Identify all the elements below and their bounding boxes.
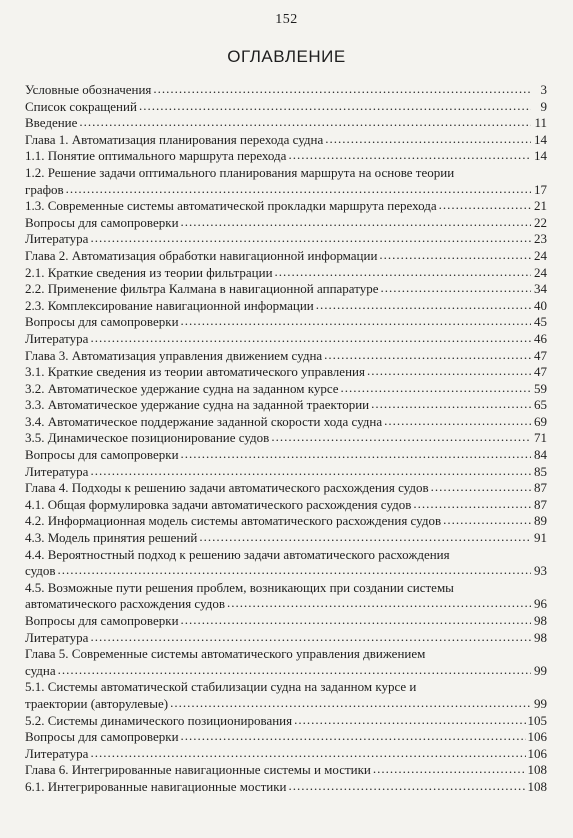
dot-leader (271, 429, 531, 446)
toc-entry-page: 85 (534, 463, 547, 479)
toc-entry-title: Вопросы для самопроверки (25, 214, 179, 230)
toc-entry-title: 3.5. Динамическое позиционирование судов (25, 430, 270, 446)
toc-entry-page: 84 (534, 447, 547, 463)
toc-entry-title: 1.1. Понятие оптимального маршрута перехода (25, 148, 287, 164)
dot-leader (181, 728, 526, 745)
toc-entry-title: 3.3. Автоматическое удержание судна на заданной траектории (25, 397, 370, 413)
toc-entry-page: 106 (527, 745, 547, 761)
dot-leader (288, 147, 531, 164)
toc-entry (25, 314, 547, 331)
dot-leader (90, 463, 531, 480)
toc-entry-page: 14 (534, 148, 547, 164)
toc-entry-page: 17 (534, 181, 547, 197)
toc-entry-page: 93 (534, 563, 547, 579)
toc-entry-title: Литература (25, 745, 89, 761)
toc-entry-title: траектории (авторулевые) (25, 695, 169, 711)
dot-leader (153, 81, 531, 98)
toc-entry (25, 414, 547, 431)
toc-entry-page: 105 (527, 712, 547, 728)
toc-entry-page: 14 (534, 131, 547, 147)
toc-entry-page: 45 (534, 314, 547, 330)
toc-entry (25, 115, 547, 132)
toc-entry-page: 106 (527, 729, 547, 745)
dot-leader (227, 595, 531, 612)
toc-entry-title: Литература (25, 629, 89, 645)
toc-entry (25, 148, 547, 165)
dot-leader (316, 297, 531, 314)
dot-leader (379, 247, 531, 264)
toc-entry-page: 23 (534, 231, 547, 247)
toc-entry-title: 2.2. Применение фильтра Калмана в навигационной аппаратуре (25, 281, 379, 297)
toc-entry-title: Глава 6. Интегрированные навигационные системы и мостики (25, 762, 371, 778)
toc-entry (25, 99, 547, 116)
toc-entry (25, 746, 547, 763)
toc-entry-title: Вопросы для самопроверки (25, 729, 179, 745)
toc-entry-page: 99 (534, 662, 547, 678)
dot-leader (443, 512, 531, 529)
toc-entry (25, 464, 547, 481)
dot-leader (66, 181, 531, 198)
toc-entry-page: 89 (534, 513, 547, 529)
toc-entry-title-line: Глава 5. Современные системы автоматического управления движением (25, 646, 426, 662)
toc-entry-page: 71 (534, 430, 547, 446)
toc-entry-page: 24 (534, 264, 547, 280)
toc-entry-title: судов (25, 563, 56, 579)
dot-leader (367, 363, 531, 380)
dot-leader (324, 347, 531, 364)
toc-entry-page: 87 (534, 496, 547, 512)
toc-entry-title: 4.1. Общая формулировка задачи автоматического расхождения судов (25, 496, 412, 512)
toc-entry-page: 59 (534, 380, 547, 396)
dot-leader (341, 380, 531, 397)
toc-entry (25, 331, 547, 348)
toc-entry-page: 34 (534, 281, 547, 297)
toc-entry-title: 2.1. Краткие сведения из теории фильтрации (25, 264, 273, 280)
dot-leader (90, 629, 531, 646)
toc-entry-title: 3.4. Автоматическое поддержание заданной скорости хода судна (25, 413, 383, 429)
toc-entry (25, 348, 547, 365)
toc-entry (25, 530, 547, 547)
toc-entry-title: Введение (25, 115, 78, 131)
toc-entry-title: судна (25, 662, 56, 678)
toc-entry-page: 108 (527, 778, 547, 794)
toc-entry-page: 9 (540, 98, 547, 114)
toc-entry-page: 47 (534, 364, 547, 380)
toc-entry-title: 4.3. Модель принятия решений (25, 530, 198, 546)
toc-entry-page: 24 (534, 247, 547, 263)
toc-entry-page: 11 (534, 115, 547, 131)
dot-leader (58, 662, 531, 679)
toc-entry (25, 679, 547, 712)
toc-entry-title: графов (25, 181, 64, 197)
toc-entry (25, 646, 547, 679)
page-title: ОГЛАВЛЕНИЕ (227, 47, 346, 66)
toc-entry (25, 497, 547, 514)
dot-leader (439, 197, 531, 214)
toc-entry-title-line: 4.4. Вероятностный подход к решению задачи автоматического расхождения (25, 546, 450, 562)
dot-leader (384, 413, 531, 430)
toc-entry-page: 87 (534, 480, 547, 496)
toc-entry (25, 729, 547, 746)
toc-entry-title: Условные обозначения (25, 82, 152, 97)
toc-entry-title: Литература (25, 463, 89, 479)
toc-entry-page: 3 (540, 82, 547, 97)
toc-entry (25, 364, 547, 381)
toc-entry-title: Литература (25, 231, 89, 247)
dot-leader (139, 98, 531, 115)
toc-entry (25, 132, 547, 149)
toc-entry-title: Литература (25, 330, 89, 346)
toc-entry-title: Глава 4. Подходы к решению задачи автоматического расхождения судов (25, 480, 429, 496)
toc-entry (25, 281, 547, 298)
toc-entry-title: Глава 2. Автоматизация обработки навигационной информации (25, 247, 378, 263)
toc-entry (25, 447, 547, 464)
toc-entry (25, 381, 547, 398)
toc-entry-title: 5.2. Системы динамического позиционирования (25, 712, 293, 728)
toc-entry-title-line: 1.2. Решение задачи оптимального планирования маршрута на основе теории (25, 164, 455, 180)
toc-entry-title-line: 5.1. Системы автоматической стабилизации судна на заданном курсе и (25, 679, 417, 695)
toc-entry (25, 580, 547, 613)
toc-entry (25, 231, 547, 248)
toc-entry-page: 99 (534, 695, 547, 711)
toc-entry-title: 6.1. Интегрированные навигационные мостики (25, 778, 287, 794)
toc-entry (25, 613, 547, 630)
dot-leader (413, 496, 531, 513)
toc-entry-title: Список сокращений (25, 98, 137, 114)
toc-entry-page: 96 (534, 596, 547, 612)
toc-entry-title: 1.3. Современные системы автоматической прокладки маршрута перехода (25, 198, 437, 214)
toc-entry (25, 480, 547, 497)
toc-entry-title-line: 4.5. Возможные пути решения проблем, возникающих при создании системы (25, 579, 454, 595)
toc-entry (25, 165, 547, 198)
dot-leader (431, 479, 531, 496)
dot-leader (275, 264, 531, 281)
dot-leader (170, 695, 531, 712)
toc-entry (25, 547, 547, 580)
toc-entry-title: 2.3. Комплексирование навигационной информации (25, 297, 314, 313)
toc-entry-title: автоматического расхождения судов (25, 596, 225, 612)
toc-entry (25, 265, 547, 282)
toc-entry (25, 779, 547, 796)
page-number: 152 (275, 12, 298, 27)
dot-leader (181, 313, 531, 330)
toc-entry (25, 713, 547, 730)
toc-entry (25, 215, 547, 232)
dot-leader (181, 214, 531, 231)
dot-leader (373, 761, 526, 778)
toc-entry (25, 430, 547, 447)
dot-leader (181, 446, 531, 463)
toc-entry-page: 98 (534, 629, 547, 645)
toc-entry-page: 65 (534, 397, 547, 413)
dot-leader (325, 131, 531, 148)
toc-entry (25, 762, 547, 779)
toc-entry-title: Вопросы для самопроверки (25, 314, 179, 330)
toc-entry-page: 47 (534, 347, 547, 363)
dot-leader (181, 612, 531, 629)
toc-entry-page: 22 (534, 214, 547, 230)
toc-entry (25, 298, 547, 315)
toc-entry-page: 98 (534, 613, 547, 628)
toc-entry (25, 630, 547, 647)
dot-leader (90, 230, 531, 247)
dot-leader (199, 529, 531, 546)
toc-entry (25, 513, 547, 530)
dot-leader (90, 330, 531, 347)
toc-entry-page: 69 (534, 413, 547, 429)
toc-entry-page: 21 (534, 198, 547, 214)
toc-entry-title: Глава 3. Автоматизация управления движением судна (25, 347, 323, 363)
table-of-contents (25, 82, 547, 796)
dot-leader (288, 778, 525, 795)
toc-entry-title: Вопросы для самопроверки (25, 447, 179, 463)
dot-leader (381, 280, 531, 297)
toc-entry-page: 91 (534, 530, 547, 546)
toc-entry (25, 248, 547, 265)
toc-entry (25, 397, 547, 414)
dot-leader (79, 114, 531, 131)
dot-leader (90, 745, 525, 762)
toc-entry (25, 198, 547, 215)
toc-entry-page: 40 (534, 297, 547, 313)
dot-leader (371, 396, 531, 413)
toc-entry-title: 3.1. Краткие сведения из теории автоматического управления (25, 364, 365, 380)
toc-entry-title: 4.2. Информационная модель системы автоматического расхождения судов (25, 513, 442, 529)
toc-entry-title: Глава 1. Автоматизация планирования перехода судна (25, 131, 324, 147)
toc-entry (25, 82, 547, 99)
toc-entry-page: 108 (527, 762, 547, 778)
dot-leader (58, 562, 531, 579)
toc-entry-title: Вопросы для самопроверки (25, 613, 179, 628)
dot-leader (294, 712, 525, 729)
toc-entry-title: 3.2. Автоматическое удержание судна на заданном курсе (25, 380, 339, 396)
toc-entry-page: 46 (534, 330, 547, 346)
